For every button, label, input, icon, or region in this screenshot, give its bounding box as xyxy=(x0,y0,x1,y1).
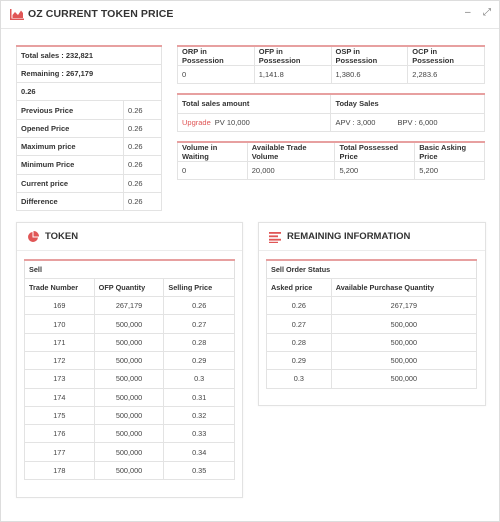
sell-caption: Sell xyxy=(25,260,235,278)
summary-row: Opened Price 0.26 xyxy=(17,119,162,137)
col-header: Volume in Waiting xyxy=(178,142,248,162)
summary-row: Previous Price 0.26 xyxy=(17,101,162,119)
token-title: TOKEN xyxy=(45,231,79,242)
expand-icon[interactable]: ⤢ xyxy=(483,7,491,18)
token-card-header xyxy=(17,223,242,251)
col-header: Available Trade Volume xyxy=(247,142,335,162)
table-row: 169 267,179 0.26 xyxy=(25,297,235,315)
orp-value: 0 xyxy=(178,66,255,84)
table-row: 172 500,000 0.29 xyxy=(25,351,235,369)
basic-asking-value: 5,200 xyxy=(415,162,485,180)
sales-table xyxy=(177,93,485,132)
col-header: ORP in Possession xyxy=(178,46,255,66)
col-header: OCP in Possession xyxy=(408,46,485,66)
total-possessed-value: 5,200 xyxy=(335,162,415,180)
total-sales-cell xyxy=(178,113,331,131)
total-sales: Total sales : 232,821 xyxy=(17,46,162,64)
col-header: OFP Quantity xyxy=(94,278,164,296)
col-header: Basic Asking Price xyxy=(415,142,485,162)
today-sales-cell xyxy=(331,113,485,131)
page-title: OZ CURRENT TOKEN PRICE xyxy=(28,8,174,20)
apv-value: APV : 3,000 xyxy=(335,117,376,127)
summary-row: Maximum price 0.26 xyxy=(17,137,162,155)
table-row: 0.28 500,000 xyxy=(267,333,477,351)
bpv-value: BPV : 6,000 xyxy=(397,117,438,127)
possession-table xyxy=(177,45,485,84)
col-header: OFP in Possession xyxy=(254,46,331,66)
minimize-icon[interactable]: – xyxy=(465,7,471,18)
total-sales-amount-header: Total sales amount xyxy=(178,94,331,113)
summary-row: Difference 0.26 xyxy=(17,192,162,210)
col-header: Asked price xyxy=(267,278,332,296)
remaining-info-card xyxy=(258,222,486,406)
today-sales-header: Today Sales xyxy=(331,94,485,113)
table-row: 0.27 500,000 xyxy=(267,315,477,333)
table-row: 0.26 267,179 xyxy=(267,297,477,315)
pv-value: PV 10,000 xyxy=(214,117,250,127)
col-header: OSP in Possession xyxy=(331,46,408,66)
price-summary-table xyxy=(16,45,162,211)
volume-waiting-value: 0 xyxy=(178,162,248,180)
area-chart-icon xyxy=(10,9,24,20)
ocp-value: 2,283.6 xyxy=(408,66,485,84)
table-row: 0.29 500,000 xyxy=(267,351,477,369)
table-row: 176 500,000 0.33 xyxy=(25,425,235,443)
ofp-value: 1,141.8 xyxy=(254,66,331,84)
panel-header xyxy=(1,1,499,29)
list-icon xyxy=(269,231,281,243)
sell-table xyxy=(24,259,235,480)
token-card xyxy=(16,222,243,498)
col-header: Trade Number xyxy=(25,278,95,296)
table-row: 175 500,000 0.32 xyxy=(25,406,235,424)
table-row: 0.3 500,000 xyxy=(267,370,477,388)
remaining-title: REMAINING INFORMATION xyxy=(287,231,411,242)
osp-value: 1,380.6 xyxy=(331,66,408,84)
remaining-card-header xyxy=(259,223,485,251)
upgrade-link[interactable]: Upgrade xyxy=(182,117,211,127)
sell-order-status-table xyxy=(266,259,477,389)
table-row: 171 500,000 0.28 xyxy=(25,333,235,351)
table-row: 178 500,000 0.35 xyxy=(25,461,235,479)
summary-row: Current price 0.26 xyxy=(17,174,162,192)
remaining: Remaining : 267,179 xyxy=(17,64,162,82)
table-row: 177 500,000 0.34 xyxy=(25,443,235,461)
table-row: 173 500,000 0.3 xyxy=(25,370,235,388)
col-header: Available Purchase Quantity xyxy=(331,278,476,296)
current-price-value: 0.26 xyxy=(17,83,162,101)
volume-table xyxy=(177,141,485,180)
sell-order-caption: Sell Order Status xyxy=(267,260,477,278)
summary-row: Minimum Price 0.26 xyxy=(17,156,162,174)
table-row: 174 500,000 0.31 xyxy=(25,388,235,406)
table-row: 170 500,000 0.27 xyxy=(25,315,235,333)
available-volume-value: 20,000 xyxy=(247,162,335,180)
col-header: Selling Price xyxy=(164,278,235,296)
pie-chart-icon xyxy=(27,231,39,243)
col-header: Total Possessed Price xyxy=(335,142,415,162)
